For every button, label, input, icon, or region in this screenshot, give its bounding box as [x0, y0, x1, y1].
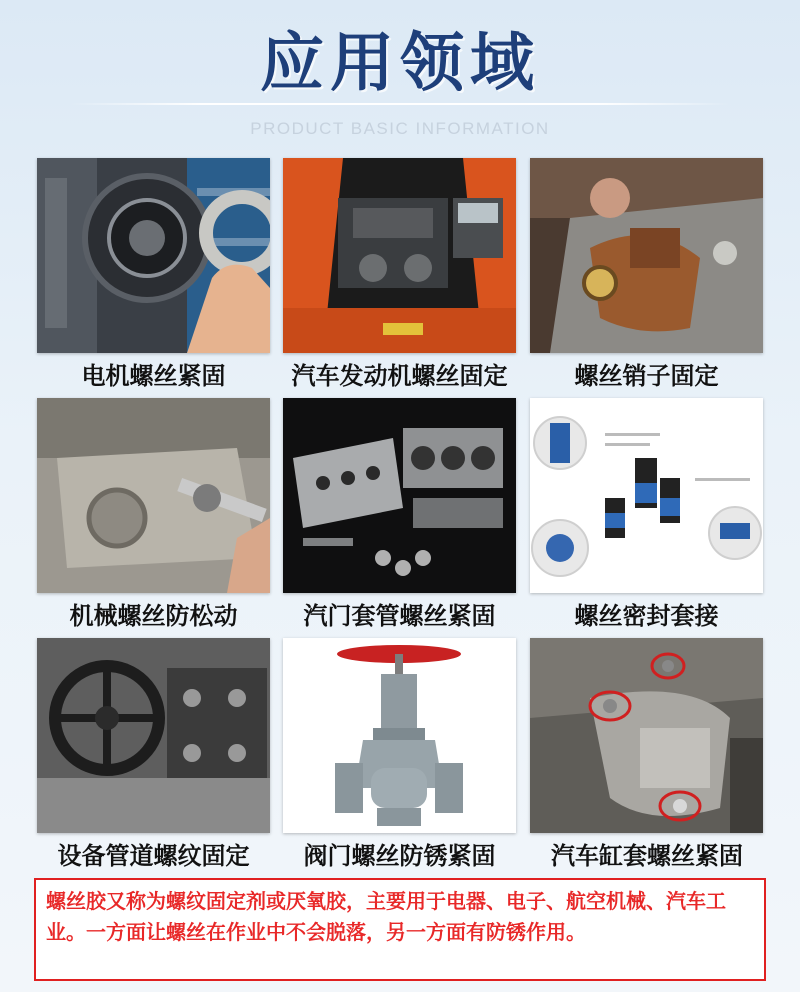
caption-valve-sleeve: 汽门套管螺丝紧固 [303, 602, 496, 630]
photo-car-engine [283, 158, 516, 353]
photo-valve-sleeve [283, 398, 516, 593]
caption-machine-screw: 机械螺丝防松动 [69, 602, 238, 630]
title-divider [70, 103, 730, 105]
product-description-text: 螺丝胶又称为螺纹固定剂或厌氧胶，主要用于电器、电子、航空机械、汽车工业。一方面让螺丝在作业中不会脱落，另一方面有防锈作用。 [46, 889, 726, 944]
product-description-box [34, 878, 766, 981]
photo-gate-valve [283, 638, 516, 833]
photo-screw-seal [530, 398, 763, 593]
caption-car-engine: 汽车发动机螺丝固定 [291, 362, 508, 390]
photo-pipe-thread [37, 638, 270, 833]
photo-machine-screw [37, 398, 270, 593]
photo-screw-pin [530, 158, 763, 353]
caption-pipe-thread: 设备管道螺纹固定 [57, 842, 250, 870]
photo-cylinder-screw [530, 638, 763, 833]
page-title: 应用领域 [260, 27, 540, 101]
caption-cylinder-screw: 汽车缸套螺丝紧固 [551, 842, 743, 870]
caption-screw-pin: 螺丝销子固定 [574, 362, 719, 390]
caption-gate-valve: 阀门螺丝防锈紧固 [303, 842, 496, 870]
photo-motor-screw [37, 158, 270, 353]
caption-screw-seal: 螺丝密封套接 [574, 602, 719, 630]
caption-motor-screw: 电机螺丝紧固 [81, 362, 226, 390]
page-subtitle: PRODUCT BASIC INFORMATION [250, 119, 550, 138]
